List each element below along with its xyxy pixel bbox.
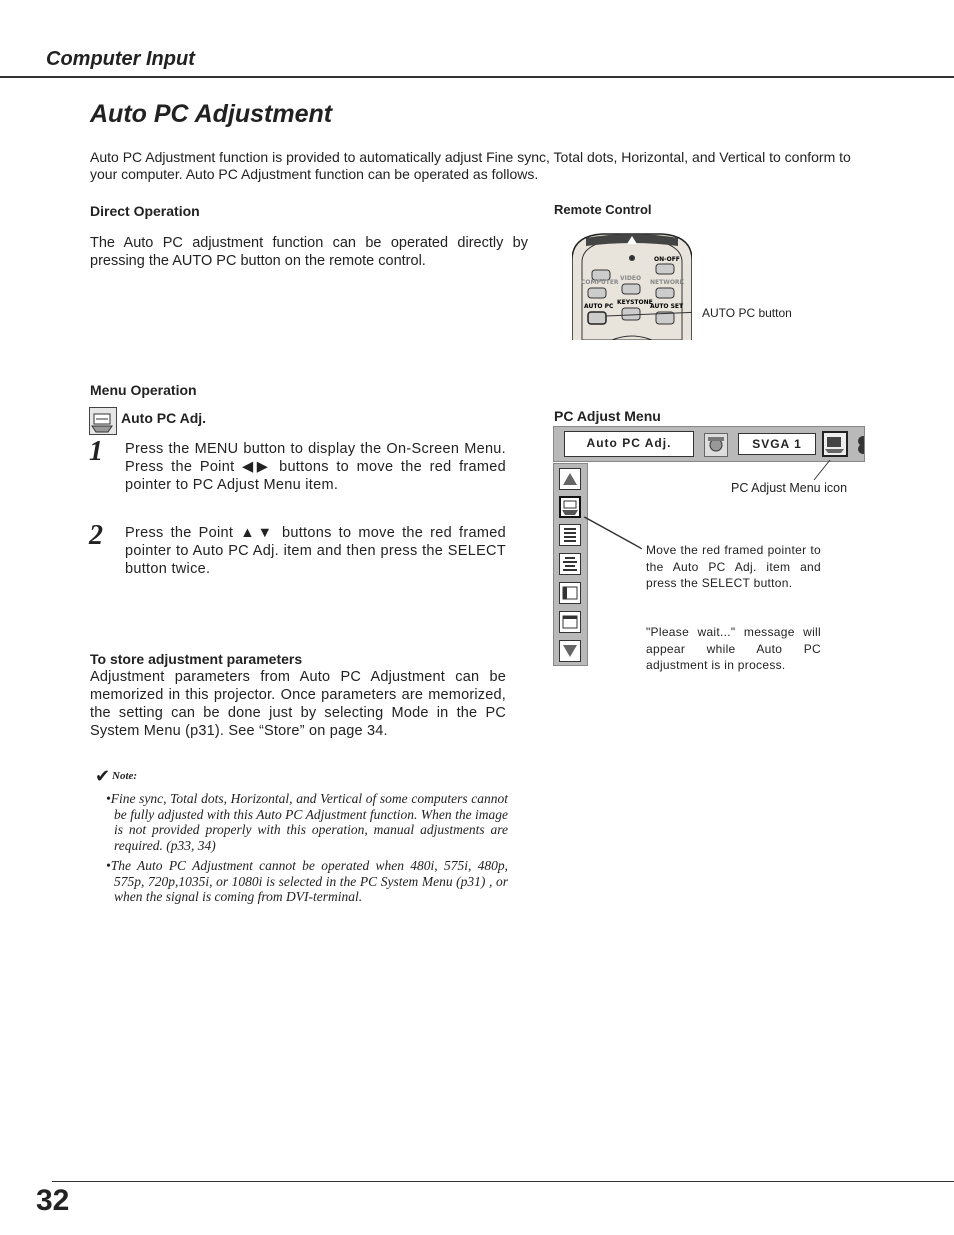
store-heading: To store adjustment parameters (90, 651, 303, 667)
computer-label: COMPUTER (581, 279, 619, 286)
svga-mode-box: SVGA 1 (738, 433, 816, 455)
note-item: •Fine sync, Total dots, Horizontal, and Vertical of some computers cannot be fully adjusted with this Auto PC Adjustment function. When the image is not provided properly with this operation, manual adjustments are required. (p33, 34) (106, 791, 508, 853)
pc-adjust-menu-icon-callout: PC Adjust Menu icon (731, 481, 848, 495)
header-rule (0, 76, 954, 78)
scroll-up-icon[interactable] (559, 468, 581, 490)
auto-pc-button-callout: AUTO PC button (702, 306, 792, 320)
pointer-callout-line (583, 515, 643, 550)
keystone-label: KEYSTONE (617, 299, 653, 306)
icon-callout-line (812, 458, 832, 482)
video-label: VIDEO (620, 275, 642, 282)
total-dots-icon[interactable] (559, 553, 581, 575)
vertical-icon[interactable] (559, 611, 581, 633)
auto-pc-adj-side-icon[interactable] (559, 496, 581, 518)
note-item: •The Auto PC Adjustment cannot be operated when 480i, 575i, 480p, 575p, 720p,1035i, or 1080i is selected in the PC System Menu (p31) , or when the signal is coming from DVI-terminal. (106, 858, 508, 904)
direct-operation-text: The Auto PC adjustment function can be operated directly by pressing the AUTO PC button on the remote control. (90, 235, 528, 269)
note-list (106, 791, 508, 910)
remote-control-illustration (572, 232, 692, 340)
menu-operation-heading: Menu Operation (90, 382, 197, 398)
auto-set-label: AUTO SET (650, 303, 684, 310)
section-title: Computer Input (46, 48, 195, 70)
footer-rule (52, 1181, 954, 1182)
pc-adjust-menu-heading: PC Adjust Menu (554, 408, 661, 424)
step-2-text: Press the Point ▲▼ buttons to move the red framed pointer to Auto PC Adj. item and then press the SELECT button twice. (125, 525, 506, 577)
scroll-down-icon[interactable] (559, 640, 581, 662)
step-1-number: 1 (89, 436, 103, 467)
auto-pc-adj-icon (89, 407, 117, 435)
checkmark-icon: ✔ (95, 766, 111, 786)
pc-adjust-menu-icon[interactable] (822, 431, 848, 457)
auto-pc-label: AUTO PC (584, 303, 614, 310)
page-title: Auto PC Adjustment (90, 100, 333, 128)
next-menu-icon (852, 433, 864, 455)
menu-callout-2: "Please wait..." message will appear while Auto PC adjustment is in process. (646, 625, 821, 672)
direct-operation-heading: Direct Operation (90, 203, 200, 219)
horizontal-icon[interactable] (559, 582, 581, 604)
auto-pc-adj-label: Auto PC Adj. (121, 410, 207, 426)
on-off-label: ON-OFF (654, 256, 680, 263)
intro-paragraph: Auto PC Adjustment function is provided to automatically adjust Fine sync, Total dots, Horizontal, and Vertical to conform to your computer. Auto PC Adjustment function can be operated as follows. (90, 149, 851, 182)
remote-control-heading: Remote Control (554, 202, 652, 217)
step-2-number: 2 (89, 520, 103, 551)
network-label: NETWORK (650, 279, 685, 286)
page-number: 32 (36, 1184, 70, 1217)
store-text: Adjustment parameters from Auto PC Adjustment can be memorized in this projector. Once parameters are memorized, the setting can be done just by selecting Mode in the PC System Menu (p31). See “Store” on page 34. (90, 669, 506, 739)
menu-callout-1: Move the red framed pointer to the Auto PC Adj. item and press the SELECT button. (646, 543, 821, 590)
note-label: Note: (112, 770, 138, 782)
fine-sync-icon[interactable] (559, 524, 581, 546)
step-1-text: Press the MENU button to display the On-Screen Menu. Press the Point ◀▶ buttons to move the red framed pointer to PC Adjust Menu item. (125, 441, 506, 493)
auto-pc-adj-menu-item[interactable]: Auto PC Adj. (564, 431, 694, 457)
adjust-icon (704, 433, 728, 457)
